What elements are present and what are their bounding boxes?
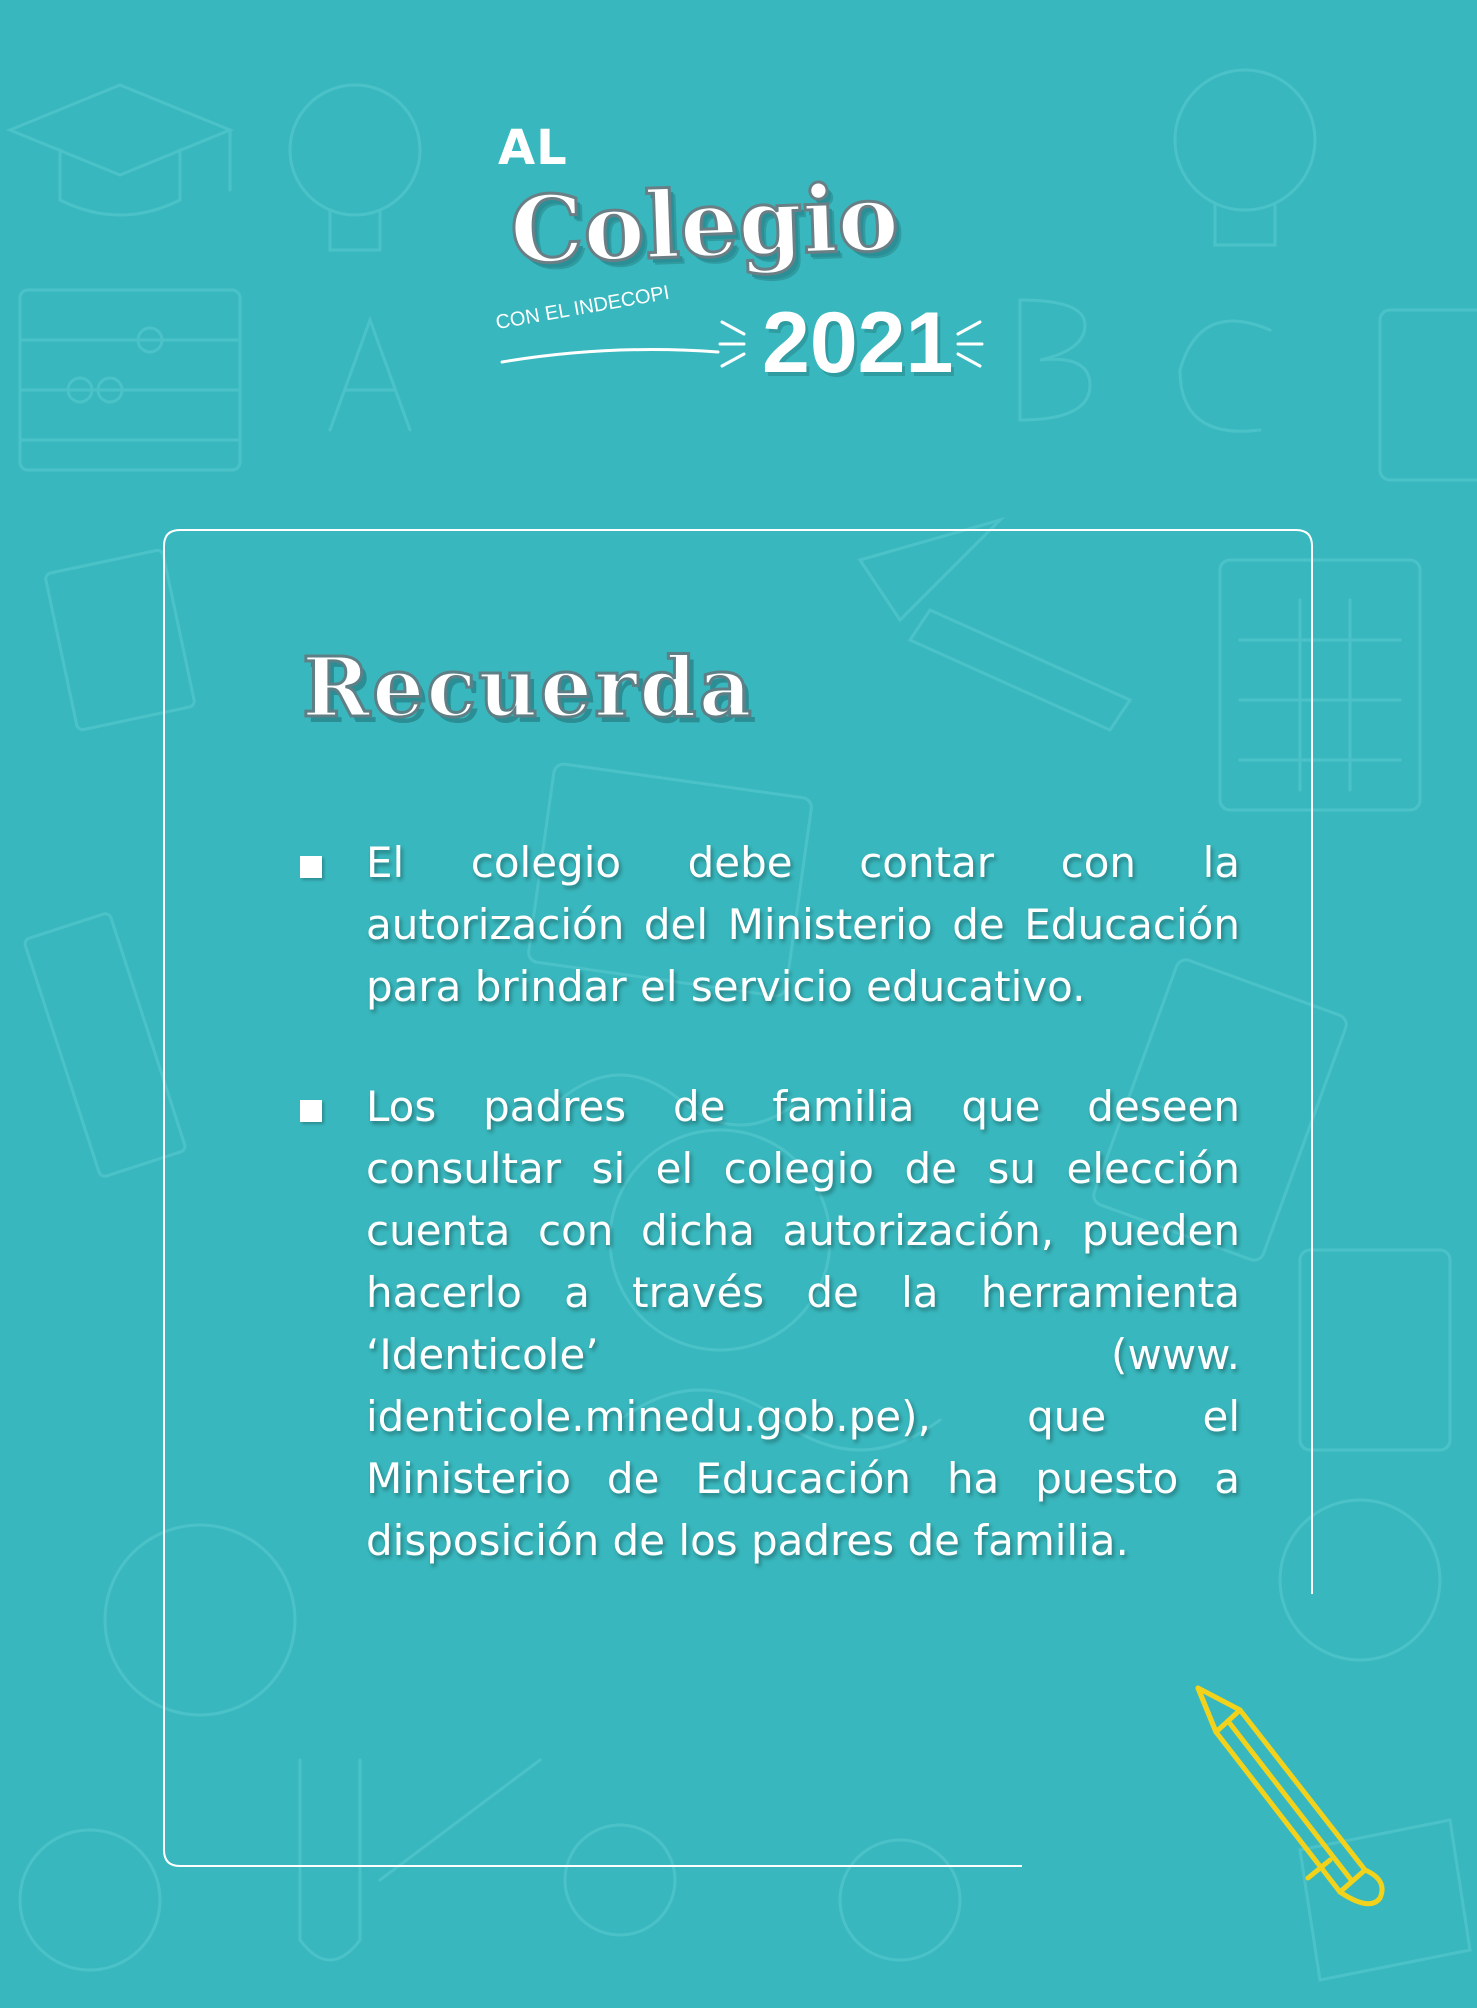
square-bullet-icon (300, 856, 322, 878)
square-bullet-icon (300, 1100, 322, 1122)
logo-underline-icon (500, 346, 720, 366)
logo-year: 2021 (762, 295, 954, 391)
logo-al-text: AL (498, 120, 568, 176)
list-item-text: Los padres de familia que deseen consultar si el colegio de su elección cuenta con dicha autorización, pueden hacerlo a través de la herramienta ‘Identicole’ (www. identicole.minedu.gob.pe), que el Ministerio de Educación ha puesto a disposición de los padres de familia. (366, 1082, 1240, 1565)
logo-colegio-text: Colegio (508, 163, 901, 285)
logo (480, 110, 1000, 410)
list-item (300, 1076, 1240, 1572)
list-item (300, 832, 1240, 1018)
logo-rays-left-icon (718, 314, 748, 374)
reminder-list (300, 832, 1240, 1630)
pencil-icon (1180, 1680, 1400, 1920)
list-item-text: El colegio debe contar con la autorización del Ministerio de Educación para brindar el servicio educativo. (366, 838, 1240, 1011)
logo-rays-right-icon (954, 314, 984, 374)
logo-tagline: CON EL INDECOPI (494, 281, 672, 335)
card-heading: Recuerda (302, 640, 754, 736)
